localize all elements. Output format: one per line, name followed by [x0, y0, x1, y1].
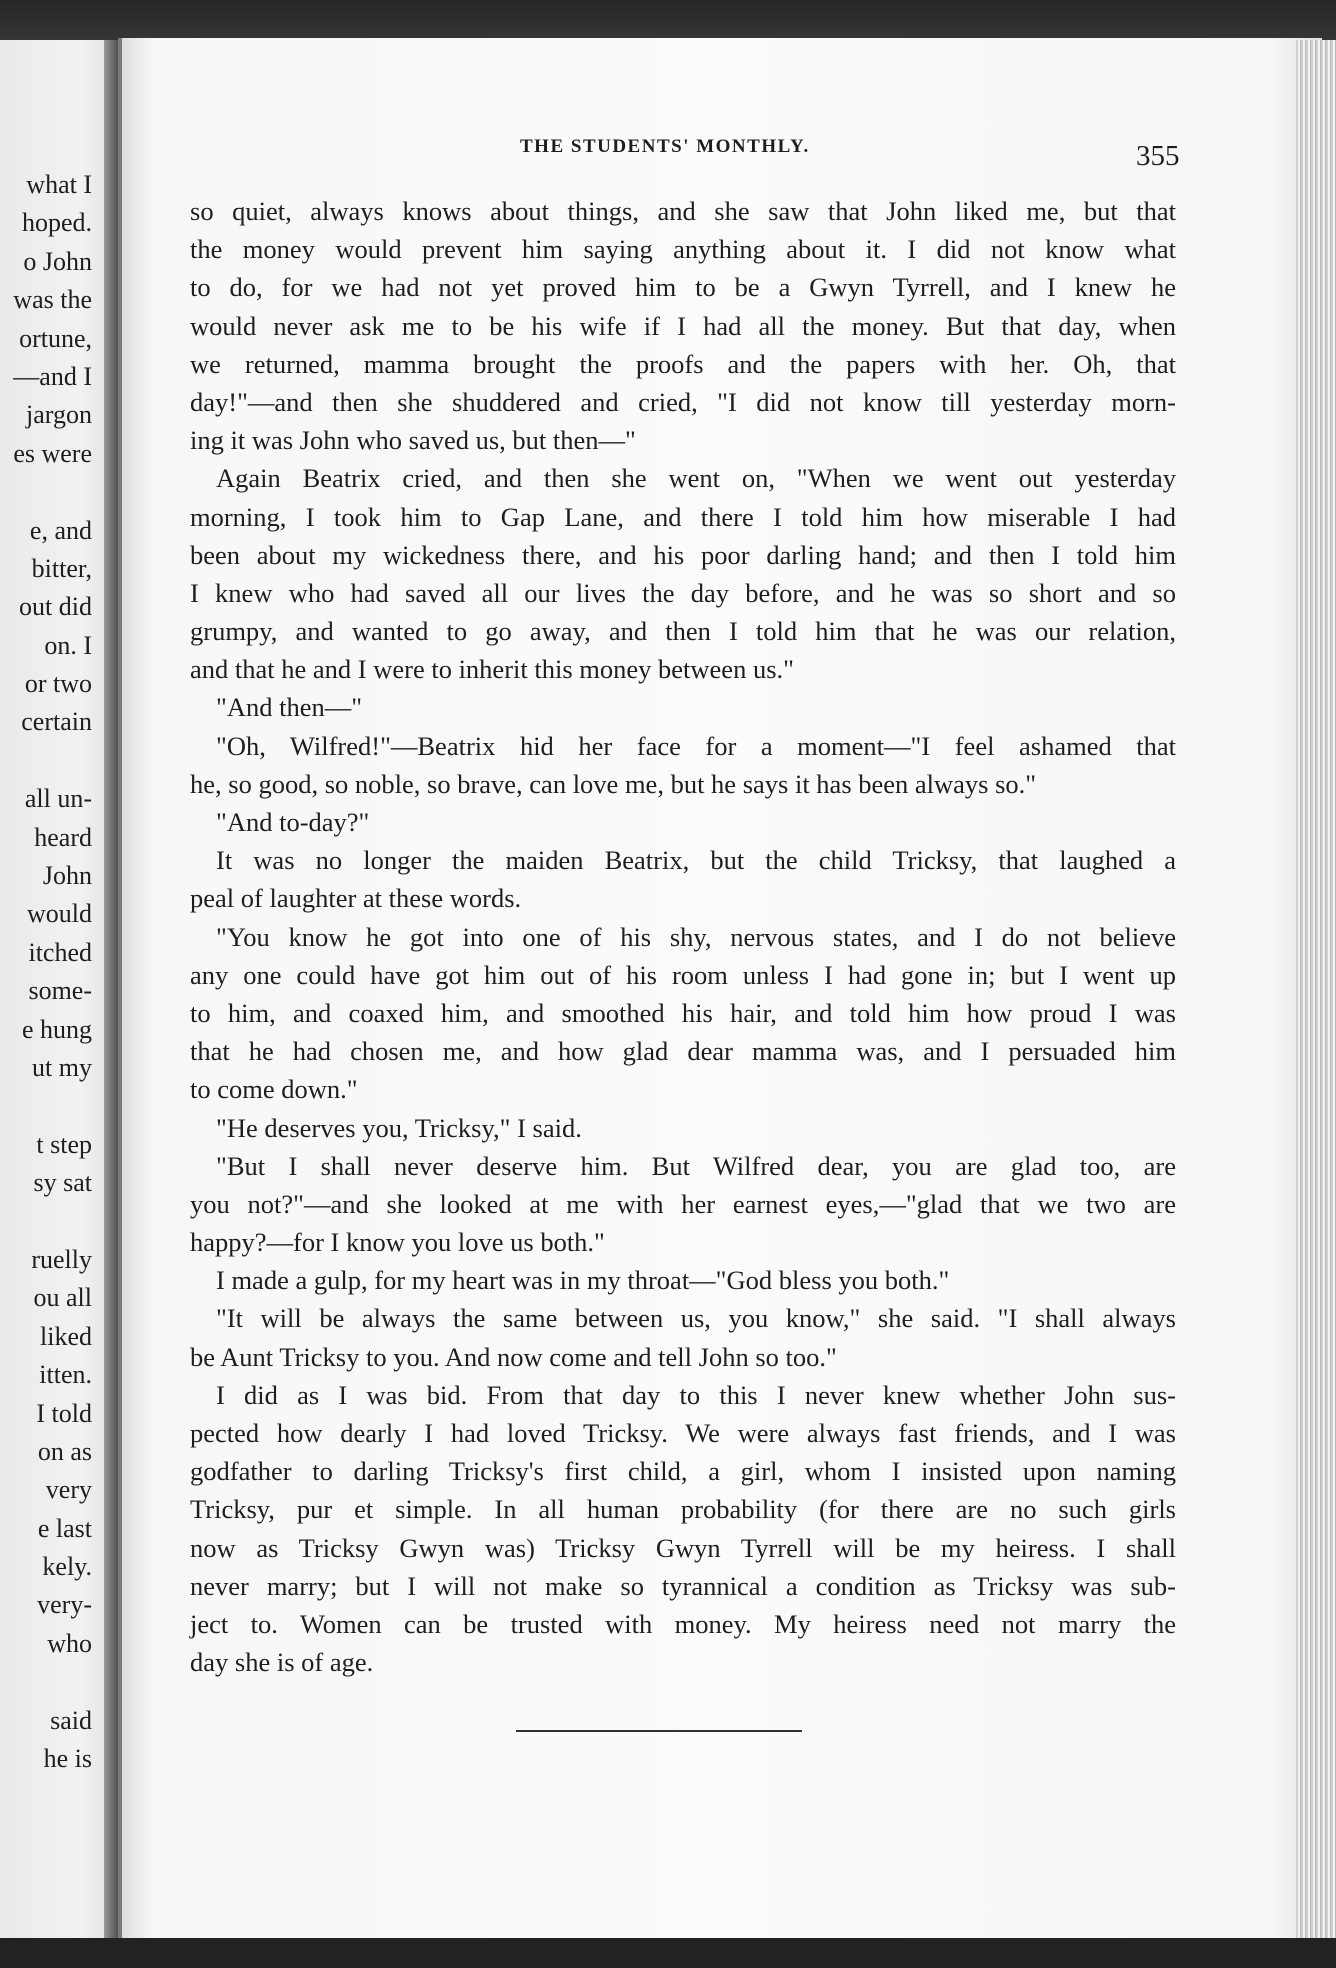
- facing-page-line: was the: [13, 285, 92, 315]
- text-line: "And to-day?": [216, 807, 370, 837]
- text-line: It was no longer the maiden Beatrix, but the child Tricksy, that laughed a: [216, 845, 1176, 876]
- facing-page-line: itten.: [39, 1360, 92, 1390]
- facing-page-line: John: [42, 861, 92, 891]
- text-line: to come down.": [190, 1074, 358, 1105]
- body-text: [190, 192, 1176, 1681]
- facing-page-line: kely.: [42, 1552, 92, 1582]
- text-line: that he had chosen me, and how glad dear mamma was, and I persuaded him: [190, 1036, 1176, 1067]
- facing-page-line: [0, 1203, 92, 1241]
- facing-page-line: [0, 1663, 92, 1701]
- facing-page-line: ut my: [32, 1052, 92, 1082]
- facing-page-line: itched: [28, 937, 92, 967]
- text-line: "Oh, Wilfred!"—Beatrix hid her face for a moment—"I feel ashamed that: [216, 730, 1176, 761]
- facing-page-line: e hung: [21, 1014, 92, 1044]
- facing-page-line: e last: [37, 1513, 92, 1543]
- facing-page-line: heard: [34, 822, 92, 852]
- text-line: "But I shall never deserve him. But Wilfred dear, you are glad too, are: [216, 1150, 1176, 1181]
- text-line: "He deserves you, Tricksy," I said.: [216, 1112, 582, 1143]
- text-line: now as Tricksy Gwyn was) Tricksy Gwyn Tyrrell will be my heiress. I shall: [190, 1532, 1176, 1563]
- facing-page-line: jargon: [26, 400, 92, 430]
- facing-page-line: bitter,: [31, 553, 92, 583]
- facing-page-line: he is: [43, 1744, 92, 1774]
- facing-page-line: all un-: [24, 784, 92, 814]
- facing-page-line: ou all: [33, 1283, 92, 1313]
- facing-page-line: on. I: [44, 630, 92, 660]
- text-line: we returned, mamma brought the proofs and the papers with her. Oh, that: [190, 348, 1176, 379]
- facing-page-line: who: [47, 1628, 92, 1658]
- facing-page-line: would: [27, 899, 92, 929]
- text-line: and that he and I were to inherit this money between us.": [190, 654, 794, 685]
- facing-page-line: I told: [36, 1398, 92, 1428]
- text-line: be Aunt Tricksy to you. And now come and tell John so too.": [190, 1341, 837, 1372]
- text-line: Again Beatrix cried, and then she went on, "When we went out yesterday: [216, 463, 1176, 494]
- text-line: ject to. Women can be trusted with money. My heiress need not marry the: [190, 1608, 1176, 1639]
- text-line: grumpy, and wanted to go away, and then I told him that he was our relation,: [190, 616, 1176, 647]
- facing-page-line: [0, 473, 92, 511]
- facing-page-line: liked: [40, 1321, 92, 1351]
- facing-page-line: [0, 742, 92, 780]
- facing-page-line: what I: [26, 170, 92, 199]
- facing-page-text: [0, 166, 92, 1778]
- facing-page-line: certain: [21, 707, 92, 737]
- text-line: would never ask me to be his wife if I had all the money. But that day, when: [190, 310, 1176, 341]
- text-line: never marry; but I will not make so tyrannical a condition as Tricksy was sub-: [190, 1570, 1176, 1601]
- text-line: the money would prevent him saying anything about it. I did not know what: [190, 234, 1176, 265]
- text-line: day she is of age.: [190, 1647, 374, 1678]
- text-line: to him, and coaxed him, and smoothed his hair, and told him how proud I was: [190, 997, 1176, 1028]
- text-line: I did as I was bid. From that day to this I never knew whether John sus-: [216, 1379, 1176, 1410]
- facing-page-line: very: [45, 1475, 92, 1505]
- facing-page-line: sy sat: [33, 1168, 92, 1198]
- text-line: I knew who had saved all our lives the day before, and he was so short and so: [190, 577, 1176, 608]
- facing-page-line: [0, 1087, 92, 1125]
- facing-page-line: hoped.: [21, 208, 92, 238]
- facing-page-line: some-: [28, 976, 92, 1006]
- text-line: you not?"—and she looked at me with her earnest eyes,—"glad that we two are: [190, 1188, 1176, 1219]
- text-line: so quiet, always knows about things, and she saw that John liked me, but that: [190, 196, 1176, 226]
- facing-page-line: out did: [19, 592, 92, 622]
- facing-page-line: said: [50, 1705, 92, 1735]
- page-edges: [1296, 40, 1336, 1946]
- facing-page-line: very-: [37, 1590, 92, 1620]
- facing-page-line: on as: [37, 1436, 92, 1466]
- text-line: ing it was John who saved us, but then—": [190, 425, 636, 456]
- text-line: "It will be always the same between us, you know," she said. "I shall always: [216, 1303, 1176, 1334]
- page-number: 355: [1136, 140, 1180, 172]
- facing-page-line: o John: [23, 246, 92, 276]
- facing-page-line: ortune,: [19, 323, 92, 353]
- text-line: I made a gulp, for my heart was in my throat—"God bless you both.": [216, 1265, 950, 1296]
- facing-page-line: ruelly: [31, 1244, 92, 1274]
- text-line: happy?—for I know you love us both.": [190, 1227, 605, 1258]
- text-line: to do, for we had not yet proved him to be a Gwyn Tyrrell, and I knew he: [190, 272, 1176, 303]
- facing-page-line: t step: [36, 1129, 92, 1159]
- text-line: day!"—and then she shuddered and cried, "I did not know till yesterday morn-: [190, 386, 1176, 417]
- text-line: "You know he got into one of his shy, nervous states, and I do not believe: [216, 921, 1176, 952]
- text-line: been about my wickedness there, and his poor darling hand; and then I told him: [190, 539, 1176, 570]
- text-line: any one could have got him out of his room unless I had gone in; but I went up: [190, 959, 1176, 990]
- text-line: Tricksy, pur et simple. In all human probability (for there are no such girls: [190, 1494, 1176, 1525]
- scan-bottom-border: [0, 1938, 1336, 1968]
- text-line: pected how dearly I had loved Tricksy. We were always fast friends, and I was: [190, 1418, 1176, 1448]
- text-line: peal of laughter at these words.: [190, 883, 522, 914]
- text-line: morning, I took him to Gap Lane, and there I told him how miserable I had: [190, 501, 1176, 532]
- facing-page-line: es were: [13, 438, 92, 468]
- facing-page-line: e, and: [29, 515, 92, 545]
- section-end-rule: [516, 1730, 802, 1732]
- text-line: he, so good, so noble, so brave, can love me, but he says it has been always so.": [190, 768, 1037, 799]
- text-line: godfather to darling Tricksy's first child, a girl, whom I insisted upon naming: [190, 1456, 1176, 1487]
- running-head: THE STUDENTS' MONTHLY.: [520, 136, 810, 157]
- facing-page-line: or two: [24, 669, 92, 699]
- text-line: "And then—": [216, 692, 363, 723]
- facing-page-line: —and I: [13, 361, 92, 391]
